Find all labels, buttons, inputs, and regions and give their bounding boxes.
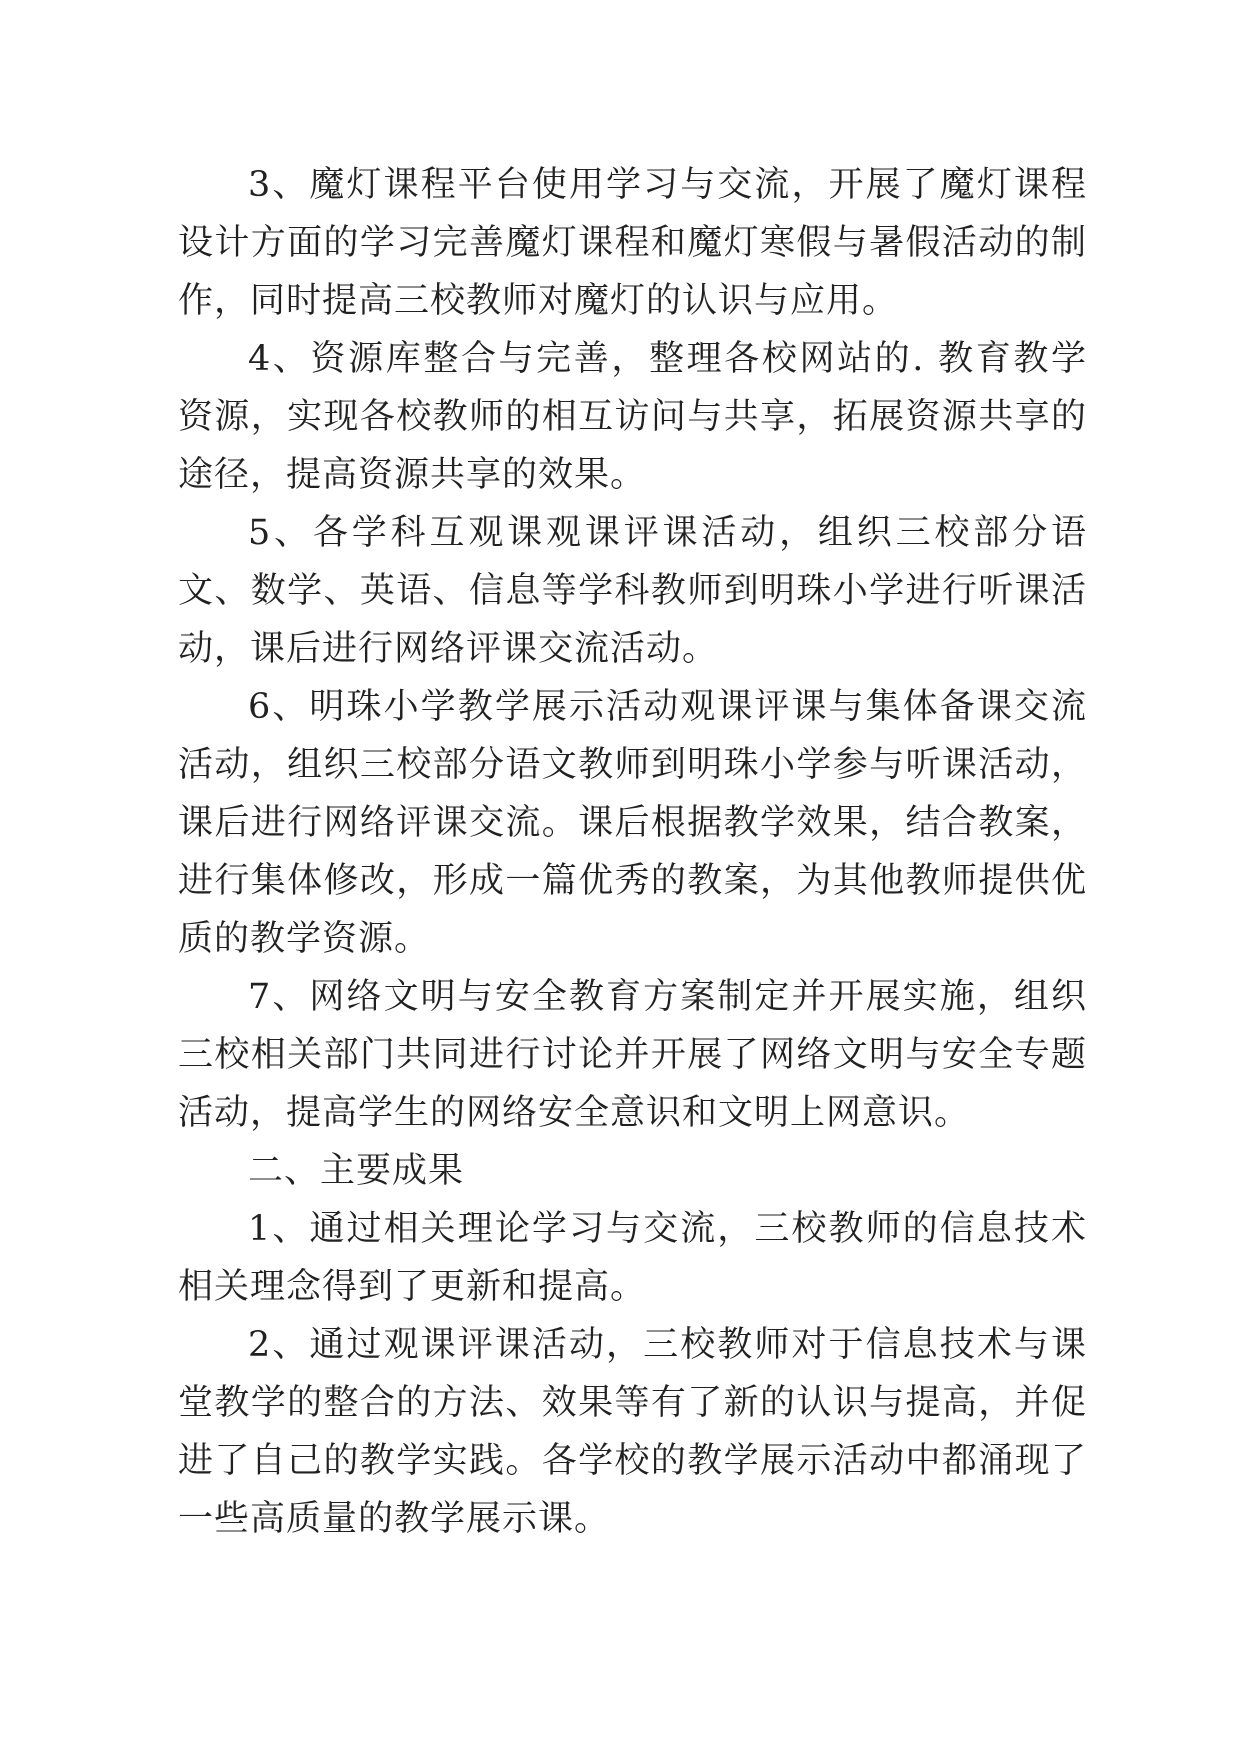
paragraph-item-4: 4、资源库整合与完善，整理各校网站的. 教育教学资源，实现各校教师的相互访问与共享，拓展资源共享的途径，提高资源共享的效果。	[178, 339, 1087, 495]
paragraph-item-5: 5、各学科互观课观课评课活动，组织三校部分语文、数学、英语、信息等学科教师到明珠小学进行听课活动，课后进行网络评课交流活动。	[178, 513, 1087, 669]
paragraph-item-achievement-1: 1、通过相关理论学习与交流，三校教师的信息技术相关理念得到了更新和提高。	[178, 1209, 1087, 1307]
section-heading: 二、主要成果	[248, 1151, 465, 1191]
paragraph-item-3: 3、魔灯课程平台使用学习与交流，开展了魔灯课程设计方面的学习完善魔灯课程和魔灯寒假与暑假活动的制作，同时提高三校教师对魔灯的认识与应用。	[178, 165, 1087, 321]
paragraph-item-6: 6、明珠小学教学展示活动观课评课与集体备课交流活动，组织三校部分语文教师到明珠小学参与听课活动，课后进行网络评课交流。课后根据教学效果，结合教案，进行集体修改，形成一篇优秀的教案，为其他教师提供优质的教学资源。	[178, 687, 1087, 959]
paragraph-item-achievement-2: 2、通过观课评课活动，三校教师对于信息技术与课堂教学的整合的方法、效果等有了新的认识与提高，并促进了自己的教学实践。各学校的教学展示活动中都涌现了一些高质量的教学展示课。	[178, 1325, 1087, 1539]
paragraph-item-7: 7、网络文明与安全教育方案制定并开展实施，组织三校相关部门共同进行讨论并开展了网络文明与安全专题活动，提高学生的网络安全意识和文明上网意识。	[178, 977, 1087, 1133]
